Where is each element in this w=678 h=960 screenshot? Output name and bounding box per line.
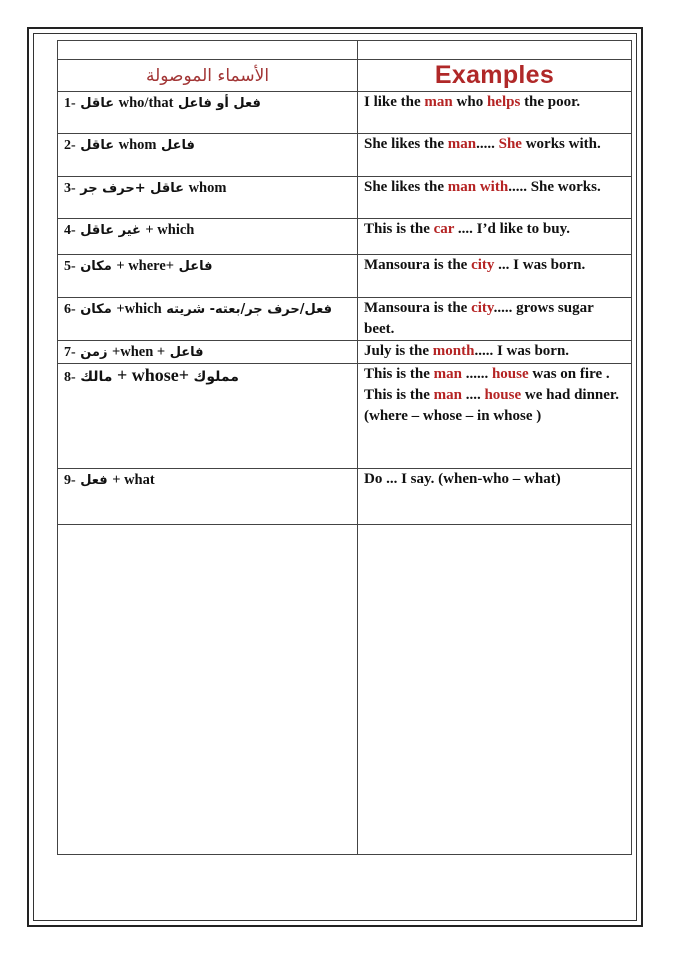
rule-number: 9- xyxy=(64,473,76,488)
table-row xyxy=(58,469,632,525)
highlighted-word: house xyxy=(484,387,522,403)
highlighted-word: city xyxy=(471,300,494,316)
rule-arabic-part: فعل xyxy=(80,473,108,488)
example-text xyxy=(364,255,625,276)
table-row xyxy=(58,341,632,364)
rule-pronoun: + where+ xyxy=(116,258,175,274)
empty-cell xyxy=(358,525,632,855)
highlighted-word: man xyxy=(433,366,462,382)
rule-text xyxy=(64,219,351,241)
rule-number: 5- xyxy=(64,259,76,274)
rule-number: 8- xyxy=(64,370,76,385)
example-text xyxy=(364,134,625,155)
rule-pronoun: + which xyxy=(145,222,195,238)
table-row xyxy=(58,298,632,341)
table-row xyxy=(58,364,632,469)
example-fragment: was on fire . xyxy=(528,366,610,382)
example-cell xyxy=(358,364,632,469)
highlighted-word: car xyxy=(433,221,455,237)
rule-number: 6- xyxy=(64,302,76,317)
highlighted-word: month xyxy=(432,343,475,359)
example-fragment: She likes the xyxy=(364,179,448,195)
example-fragment: (where – whose – in whose ) xyxy=(364,408,542,424)
example-cell xyxy=(358,219,632,255)
rule-pronoun: + what xyxy=(112,472,155,488)
highlighted-word: man xyxy=(433,387,462,403)
rule-pronoun: + whose+ xyxy=(116,365,189,385)
example-fragment: July is the xyxy=(364,343,433,359)
rule-cell xyxy=(58,469,358,525)
example-cell xyxy=(358,134,632,177)
rule-arabic-part: فاعل xyxy=(161,138,195,153)
example-cell xyxy=(358,92,632,134)
rule-arabic-part: فعل أو فاعل xyxy=(177,96,261,111)
blank-cell xyxy=(58,41,358,60)
example-fragment: This is the xyxy=(364,221,434,237)
rule-cell xyxy=(58,134,358,177)
rule-arabic-part: فعل/حرف جر/بعته- شريته xyxy=(166,302,332,317)
rule-arabic-part: عاقل xyxy=(80,96,115,111)
example-cell xyxy=(358,341,632,364)
example-fragment: .... xyxy=(461,387,485,403)
rule-pronoun: who/that xyxy=(118,95,174,111)
example-fragment: ... I was born. xyxy=(494,257,586,273)
blank-cell xyxy=(358,41,632,60)
example-line xyxy=(364,219,625,240)
rule-cell xyxy=(58,341,358,364)
table-row xyxy=(58,134,632,177)
header-arabic-title: الأسماء الموصولة xyxy=(145,65,270,86)
example-cell xyxy=(358,177,632,219)
rule-arabic-part: مكان xyxy=(80,259,112,274)
rule-pronoun: whom xyxy=(188,180,227,196)
example-text xyxy=(364,298,625,340)
example-fragment: the poor. xyxy=(520,94,581,110)
example-fragment: ..... grows sugar beet. xyxy=(364,300,594,337)
rule-cell xyxy=(58,219,358,255)
rule-cell xyxy=(58,92,358,134)
rule-text xyxy=(64,298,351,320)
rule-text xyxy=(64,134,351,156)
table-row xyxy=(58,255,632,298)
example-cell xyxy=(358,469,632,525)
highlighted-word: man xyxy=(424,94,453,110)
example-fragment: Mansoura is the xyxy=(364,300,472,316)
empty-cell xyxy=(58,525,358,855)
rule-cell xyxy=(58,364,358,469)
rule-text xyxy=(64,469,351,491)
rule-pronoun: +which xyxy=(116,301,162,317)
example-cell xyxy=(358,298,632,341)
example-text xyxy=(364,219,625,240)
rule-cell xyxy=(58,255,358,298)
example-line xyxy=(364,341,625,362)
rule-pronoun: whom xyxy=(118,137,157,153)
example-fragment: .... I’d like to buy. xyxy=(454,221,571,237)
example-fragment: ..... She works. xyxy=(508,179,601,195)
highlighted-word: house xyxy=(491,366,529,382)
rule-arabic-part: عاقل xyxy=(80,138,115,153)
rule-arabic-part: مملوك xyxy=(193,369,239,385)
table-row xyxy=(58,92,632,134)
example-line xyxy=(364,364,625,385)
rule-number: 2- xyxy=(64,138,76,153)
highlighted-word: city xyxy=(471,257,495,273)
empty-bottom-row xyxy=(58,525,632,855)
rule-cell xyxy=(58,177,358,219)
example-text xyxy=(364,92,625,113)
example-line xyxy=(364,385,625,406)
example-line xyxy=(364,298,625,340)
rule-text xyxy=(64,177,351,199)
header-left xyxy=(58,60,358,92)
highlighted-word: man xyxy=(447,136,477,152)
rule-arabic-part: فاعل xyxy=(178,259,213,274)
example-fragment: ...... xyxy=(461,366,492,382)
rule-number: 1- xyxy=(64,96,76,111)
example-fragment: Do ... I say. (when-who – what) xyxy=(364,471,561,487)
rule-arabic-part: مالك xyxy=(80,369,113,385)
rule-number: 7- xyxy=(64,345,76,360)
example-line xyxy=(364,469,625,490)
header-examples-title: Examples xyxy=(434,61,555,89)
header-row xyxy=(58,60,632,92)
example-fragment: who xyxy=(452,94,487,110)
rule-cell xyxy=(58,298,358,341)
example-text xyxy=(364,469,625,490)
example-text xyxy=(364,177,625,198)
example-fragment: we had dinner. xyxy=(521,387,619,403)
rule-text xyxy=(64,255,351,277)
rule-arabic-part: زمن xyxy=(80,345,108,360)
blank-top-row xyxy=(58,41,632,60)
highlighted-word: She xyxy=(498,136,522,152)
rule-text xyxy=(64,341,351,363)
example-text xyxy=(364,364,625,427)
example-fragment: This is the xyxy=(364,387,434,403)
header-right xyxy=(358,60,632,92)
rule-number: 3- xyxy=(64,181,76,196)
rule-text xyxy=(64,92,351,114)
example-line xyxy=(364,177,625,198)
example-text xyxy=(364,341,625,362)
example-fragment: This is the xyxy=(364,366,434,382)
example-fragment: Mansoura is the xyxy=(364,257,472,273)
example-fragment: ..... I was born. xyxy=(474,343,570,359)
rule-arabic-part: غير عاقل xyxy=(80,223,141,238)
rule-pronoun: +when + xyxy=(111,344,166,360)
example-line xyxy=(364,92,625,113)
example-fragment: ..... xyxy=(476,136,499,152)
table-row xyxy=(58,177,632,219)
highlighted-word: man with xyxy=(447,179,509,195)
table-row xyxy=(58,219,632,255)
rule-arabic-part: عاقل +حرف جر xyxy=(80,181,185,196)
example-line xyxy=(364,255,625,276)
highlighted-word: helps xyxy=(486,94,521,110)
relative-pronouns-table xyxy=(57,40,632,855)
example-line xyxy=(364,406,625,427)
example-line xyxy=(364,134,625,155)
example-fragment: She likes the xyxy=(364,136,448,152)
example-fragment: I like the xyxy=(364,94,425,110)
rule-number: 4- xyxy=(64,223,76,238)
rule-arabic-part: مكان xyxy=(80,302,112,317)
example-fragment: works with. xyxy=(521,136,601,152)
rule-arabic-part: فاعل xyxy=(169,345,204,360)
example-cell xyxy=(358,255,632,298)
rule-text xyxy=(64,364,351,388)
